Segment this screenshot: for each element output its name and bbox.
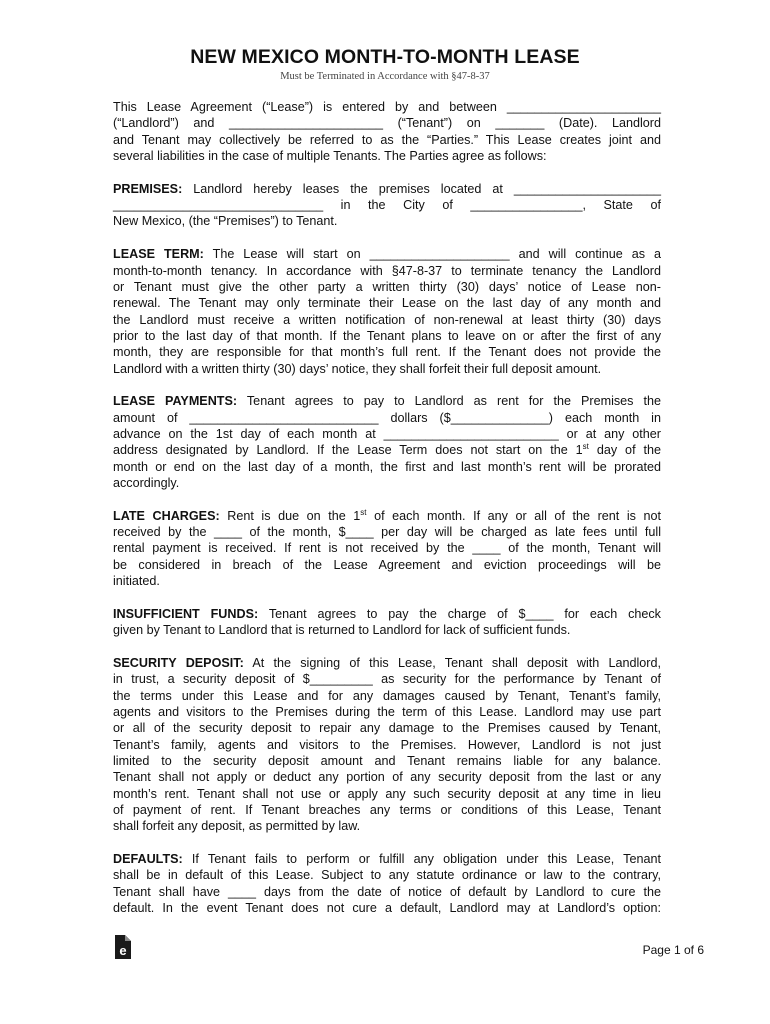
premises-section	[113, 181, 661, 230]
lease-term-heading: LEASE TERM:	[113, 247, 204, 262]
defaults-heading: DEFAULTS:	[113, 852, 183, 867]
late-charges-line: be considered in breach of the Lease Agreement and eviction proceedings will be	[113, 557, 661, 572]
security-deposit-heading: SECURITY DEPOSIT:	[113, 655, 244, 670]
security-deposit-line: of payment of rent. If Tenant breaches any terms or conditions of this Lease, Tenant	[113, 803, 661, 818]
late-charges-line: initiated.	[113, 574, 160, 589]
lease-payments-text: Tenant agrees to pay to Landlord as rent for the Premises the	[237, 394, 661, 409]
defaults-line	[113, 851, 661, 867]
late-charges-line	[113, 508, 661, 524]
document-subtitle: Must be Terminated in Accordance with §47-8-37	[280, 71, 490, 82]
lease-term-line: renewal. The Tenant may only terminate their Lease on the last day of any month and	[113, 296, 661, 311]
superscript: st	[582, 442, 589, 452]
lease-payments-heading: LEASE PAYMENTS:	[113, 394, 238, 409]
lease-term-text: The Lease will start on ____________________ and will continue as a	[203, 247, 662, 262]
intro-line: several liabilities in the case of multiple Tenants. The Parties agree as follows:	[113, 149, 547, 164]
security-deposit-line: or all of the security deposit to repair any damage to the Premises caused by Tenant,	[113, 721, 661, 736]
lease-payments-line: accordingly.	[113, 476, 180, 491]
security-deposit-line	[113, 655, 661, 671]
lease-term-line: or Tenant must give the other party a written thirty (30) days’ notice of Lease non-	[113, 279, 661, 294]
defaults-line: shall be in default of this Lease. Subject to any statute ordinance or law to the contrary,	[113, 868, 661, 883]
lease-payments-text: address designated by Landlord. If the Lease Term does not start on the 1	[113, 443, 583, 458]
svg-text:e: e	[119, 943, 127, 958]
security-deposit-line: in trust, a security deposit of $_________ as security for the performance by Tenant of	[113, 672, 661, 687]
lease-term-line	[113, 246, 661, 262]
defaults-line: default. In the event Tenant does not cure a default, Landlord may at Landlord’s option:	[113, 901, 661, 916]
late-charges-line: rental payment is received. If rent is not received by the ____ of the month, Tenant will	[113, 541, 661, 556]
premises-line: ______________________________ in the City of ________________, State of	[113, 198, 661, 213]
security-deposit-line: limited to the security deposit amount and Tenant remains liable for any balance.	[113, 754, 661, 769]
insufficient-funds-line	[113, 606, 661, 622]
lease-term-line: the Landlord must receive a written notification of non-renewal at least thirty (30) days	[113, 312, 661, 327]
document-body	[113, 99, 661, 933]
premises-line: New Mexico, (the “Premises”) to Tenant.	[113, 214, 338, 229]
security-deposit-line: Tenant’s family, agents and visitors to the Premises. However, Landlord is not just	[113, 737, 661, 752]
security-deposit-text: At the signing of this Lease, Tenant shall deposit with Landlord,	[243, 655, 661, 670]
late-charges-text: Rent is due on the 1	[219, 508, 361, 523]
late-charges-text: of each month. If any or all of the rent is not	[366, 508, 661, 523]
lease-term-line: prior to the last day of that month. If the Tenant plans to leave on or after the first of any	[113, 328, 661, 343]
security-deposit-section	[113, 655, 661, 835]
document-title: NEW MEXICO MONTH-TO-MONTH LEASE	[190, 46, 580, 68]
intro-line: and Tenant may collectively be referred to as the “Parties.” This Lease creates joint and	[113, 132, 661, 147]
intro-paragraph	[113, 99, 661, 164]
lease-term-section	[113, 246, 661, 377]
insufficient-funds-text: Tenant agrees to pay the charge of $____ for each check	[258, 606, 661, 621]
defaults-line: Tenant shall have ____ days from the date of notice of default by Landlord to cure the	[113, 884, 661, 899]
security-deposit-line: shall forfeit any deposit, as permitted by law.	[113, 819, 361, 834]
superscript: st	[360, 507, 367, 517]
security-deposit-line: the terms under this Lease and for any damages caused by Tenant, Tenant’s family,	[113, 688, 661, 703]
lease-term-line: month-to-month tenancy. In accordance with §47-8-37 to terminate tenancy the Landlord	[113, 263, 661, 278]
intro-line: (“Landlord”) and ______________________ (“Tenant”) on _______ (Date). Landlord	[113, 116, 661, 131]
late-charges-heading: LATE CHARGES:	[113, 508, 220, 523]
defaults-text: If Tenant fails to perform or fulfill any obligation under this Lease, Tenant	[182, 852, 661, 867]
security-deposit-line: agents and visitors to the Premises during the term of this Lease. Landlord may use part	[113, 705, 661, 719]
lease-payments-line: advance on the 1st day of each month at _________________________ or at any other	[113, 427, 661, 442]
lease-payments-section	[113, 393, 661, 491]
eforms-logo-icon	[112, 934, 134, 960]
lease-term-line: month, they are responsible for that month’s full rent. If the Tenant does not provide the	[113, 345, 661, 360]
lease-payments-text: day of the	[588, 443, 661, 458]
lease-payments-line	[113, 442, 661, 458]
insufficient-funds-heading: INSUFFICIENT FUNDS:	[113, 606, 259, 621]
lease-payments-line: amount of ___________________________ dollars ($______________) each month in	[113, 410, 661, 425]
insufficient-funds-line: given by Tenant to Landlord that is returned to Landlord for lack of sufficient funds.	[113, 623, 571, 638]
late-charges-section	[113, 508, 661, 590]
premises-heading: PREMISES:	[113, 181, 183, 196]
security-deposit-line: Tenant shall not apply or deduct any portion of any security deposit from the last or any	[113, 770, 661, 785]
insufficient-funds-section	[113, 606, 661, 639]
premises-line	[113, 181, 661, 197]
intro-line: This Lease Agreement (“Lease”) is entered by and between ______________________	[113, 100, 661, 114]
page-number: Page 1 of 6	[642, 943, 704, 957]
lease-term-line: Landlord with a written thirty (30) days’ notice, they shall forfeit their full deposit amount.	[113, 361, 602, 376]
lease-payments-line	[113, 393, 661, 409]
lease-payments-line: month or end on the last day of a month, the first and last month’s rent will be prorated	[113, 459, 661, 474]
security-deposit-line: month’s rent. Tenant shall not use or apply any such security deposit at any time in lieu	[113, 786, 661, 801]
late-charges-line: received by the ____ of the month, $____ per day will be charged as late fees until full	[113, 525, 661, 540]
premises-text: Landlord hereby leases the premises located at _____________________	[182, 181, 661, 196]
defaults-section	[113, 851, 661, 916]
